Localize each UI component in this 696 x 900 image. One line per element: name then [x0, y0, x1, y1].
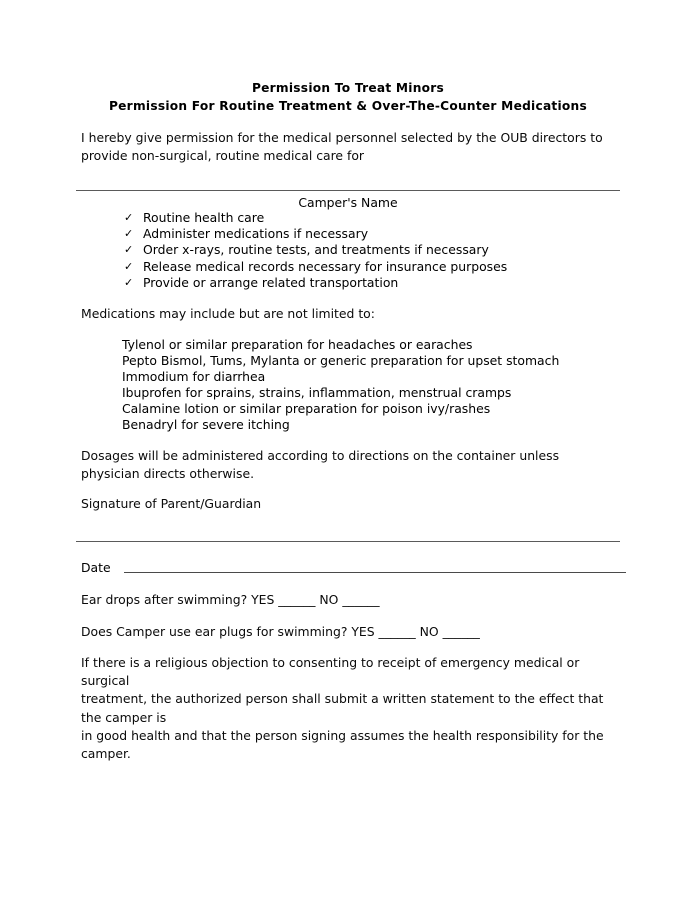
list-item [124, 226, 624, 242]
check-icon: ✓ [124, 259, 134, 273]
date-input-rule[interactable] [124, 572, 626, 573]
permission-label: Routine health care [143, 210, 265, 225]
permission-label: Provide or arrange related transportation [143, 274, 399, 290]
question-ear-plugs: Does Camper use ear plugs for swimming? YES ______ NO ______ [81, 624, 480, 639]
closing-line: treatment, the authorized person shall submit a written statement to the effect that the camper is [81, 691, 604, 725]
list-item [124, 210, 624, 226]
medications-lead: Medications may include but are not limited to: [81, 306, 375, 321]
permission-label: Administer medications if necessary [143, 226, 369, 242]
check-icon: ✓ [124, 211, 134, 224]
check-icon: ✓ [124, 243, 134, 257]
list-item: Tylenol or similar preparation for headaches or earaches [122, 337, 473, 352]
closing-paragraph [81, 654, 621, 763]
list-item [124, 259, 624, 275]
signature-label: Signature of Parent/Guardian [81, 496, 262, 511]
date-label: Date [81, 560, 111, 575]
dosages-note: Dosages will be administered according to directions on the container unless physician directs otherwise. [81, 448, 560, 481]
closing-line: in good health and that the person signing assumes the health responsibility for the camper. [81, 727, 604, 762]
list-item: Benadryl for severe itching [122, 417, 290, 433]
campers-name-rule [76, 190, 620, 191]
list-item: Calamine lotion or similar preparation for poison ivy/rashes [122, 401, 491, 417]
check-icon: ✓ [124, 275, 134, 289]
date-row [81, 559, 626, 576]
permissions-list [124, 210, 624, 291]
list-item: Ibuprofen for sprains, strains, inflammation, menstrual cramps [122, 385, 512, 401]
page-title-secondary: Permission For Routine Treatment & Over-The-Counter Medications [108, 98, 587, 113]
list-item: Immodium for diarrhea [122, 369, 266, 385]
document-title-block [40, 80, 656, 115]
list-item: Pepto Bismol, Tums, Mylanta or generic preparation for upset stomach [122, 353, 560, 369]
check-icon: ✓ [124, 227, 134, 241]
closing-line: If there is a religious objection to consenting to receipt of emergency medical or surgical [81, 655, 580, 689]
campers-name-label: Camper's Name [298, 195, 398, 210]
signature-rule [76, 541, 620, 542]
list-item [124, 275, 624, 291]
permission-label: Release medical records necessary for insurance purposes [143, 258, 508, 274]
intro-paragraph: I hereby give permission for the medical personnel selected by the OUB directors to provide non-surgical, routine medical care for [81, 130, 603, 163]
list-item [124, 242, 624, 258]
medications-list [122, 337, 632, 434]
permission-label: Order x-rays, routine tests, and treatments if necessary [143, 242, 489, 258]
page-title-primary: Permission To Treat Minors [251, 81, 445, 95]
question-ear-drops: Ear drops after swimming? YES ______ NO ______ [81, 592, 380, 607]
